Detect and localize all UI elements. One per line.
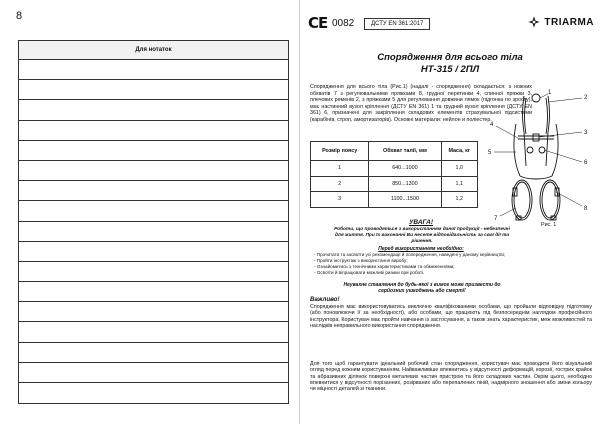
notes-line [19, 80, 288, 100]
forbid-warning: Неувахне ставлення до будь-якої з вимог може призвести до серйозних ушкоджень або смерті! [343, 282, 501, 294]
notes-line [19, 282, 288, 302]
table-row [311, 176, 478, 192]
page-number: 8 [16, 10, 23, 22]
manual-page [300, 0, 600, 424]
notes-line [19, 262, 288, 282]
intro-paragraph: Спорядження для всього тіла (Рис.1) (надалі - спорядження) складається: з ножних обхватів 7 з регулювальними пряжками 8, грудної перетинки 4, спинної пряжки 3, плечових ременів 2, з пряжками 5 для регулювання довжини лямок (підгонка по зросту), має настинний вузол кріплення (ДСТУ EN 361) 1 та грудний вузол кріплення (ДСТУ EN 361) 6, призначені для закріплення складових елементів страхувальної підсистеми (карабінів, строп, амортизаторів). Основні матеріали: нейлон и поліестер. [310, 84, 532, 123]
brand-logo [527, 15, 594, 29]
callout-6: 6 [584, 160, 588, 166]
mass-col-header: Маса, кг [441, 142, 477, 161]
size-col-header: Розмір поясу [311, 142, 369, 161]
size-table [310, 141, 478, 208]
notes-line [19, 363, 288, 383]
standard-badge: ДСТУ EN 361:2017 [364, 18, 430, 30]
ensure-list [314, 252, 524, 276]
brand-name: TRIARMA [544, 16, 594, 28]
notes-line [19, 242, 288, 262]
notes-line [19, 161, 288, 181]
waist-col-header: Обхват талії, мм [369, 142, 441, 161]
size-cell: 1 [311, 161, 369, 177]
callout-1: 1 [548, 90, 552, 96]
table-row [311, 192, 478, 208]
ce-mark: CE [308, 14, 328, 32]
list-item: - Ознайомитись з технічними характеристиками та обмеженнями; [314, 264, 455, 269]
mass-cell: 1,2 [441, 192, 477, 208]
size-cell: 3 [311, 192, 369, 208]
warning-title: УВАГА! [408, 219, 434, 226]
important-paragraph-2: Для того щоб гарантувати ідеальний робочий стан спорядження, користувач має проводити його візуальний огляд перед кожним користуванням. Найважливіше впевнитись у відсутності деформацій, корозії, гострих крайок та абразивних ділянок поверхні металевих частин пристрою та його складових частин. Окрім цього, необхідно впевнитися у відсутності порізанних, розірваних або перепалених ліній, надмірного зношення або зміни кольору чи міцності деталей зі тканини. [310, 361, 592, 392]
callout-7: 7 [494, 216, 498, 222]
ce-code: 0082 [332, 18, 355, 29]
waist-cell: 640...1000 [369, 161, 441, 177]
product-model: НТ-315 / 2ПЛ [420, 64, 480, 75]
harness-diagram [486, 88, 596, 236]
triarma-logo-icon [527, 15, 541, 29]
figure-caption: Рис. 1 [541, 222, 557, 228]
list-item: - Прочитати та засвоїти усі рекомендації й попередження, наведені у даному керівництві; [314, 252, 506, 257]
important-title: Важливо! [310, 296, 340, 303]
list-item: - Пройти інструктаж з використання виробу; [314, 258, 408, 263]
callout-3: 3 [584, 130, 588, 136]
page-header [308, 12, 594, 38]
notes-table [18, 40, 289, 404]
notes-line [19, 100, 288, 120]
waist-cell: 850...1300 [369, 176, 441, 192]
notes-line [19, 121, 288, 141]
notes-line [19, 343, 288, 363]
notes-line [19, 302, 288, 322]
callout-5: 5 [488, 150, 492, 156]
notes-line [19, 383, 288, 403]
notes-line [19, 181, 288, 201]
ensure-title: Перед використанням необхідно: [378, 246, 464, 252]
callout-2: 2 [584, 95, 588, 101]
warning-text: Роботи, що проводяться з використанням даної продукції - небезпечні для життя. При їх виконанні Ви несете відповідальність за свої дії та рішення. [334, 227, 510, 244]
product-title: Спорядження для всього тіла [377, 52, 523, 63]
mass-cell: 1,1 [441, 176, 477, 192]
notes-line [19, 322, 288, 342]
notes-line [19, 201, 288, 221]
notes-line [19, 222, 288, 242]
waist-cell: 1100...1500 [369, 192, 441, 208]
notes-line [19, 60, 288, 80]
callout-4: 4 [490, 122, 494, 128]
table-row [311, 161, 478, 177]
size-cell: 2 [311, 176, 369, 192]
notes-heading: Для нотаток [19, 41, 288, 60]
list-item: - Освоїти й віпрацювати можливі ризики при роботі. [314, 270, 425, 275]
mass-cell: 1,0 [441, 161, 477, 177]
size-table-header-row [311, 142, 478, 161]
important-paragraph-1: Спорядження має використовуватись виключно кваліфікованими особами, що пройшли відповідну підготовку (або поновлюючи її за необхідності), або особами, що працюють під безпосереднім наглядом професійного інструктора. Користувач має пройти навчання із застосування, а також знать характеристик, меж можливостей та наслідків неправильного використання спорядження. [310, 304, 592, 329]
notes-line [19, 141, 288, 161]
callout-8: 8 [584, 206, 588, 212]
